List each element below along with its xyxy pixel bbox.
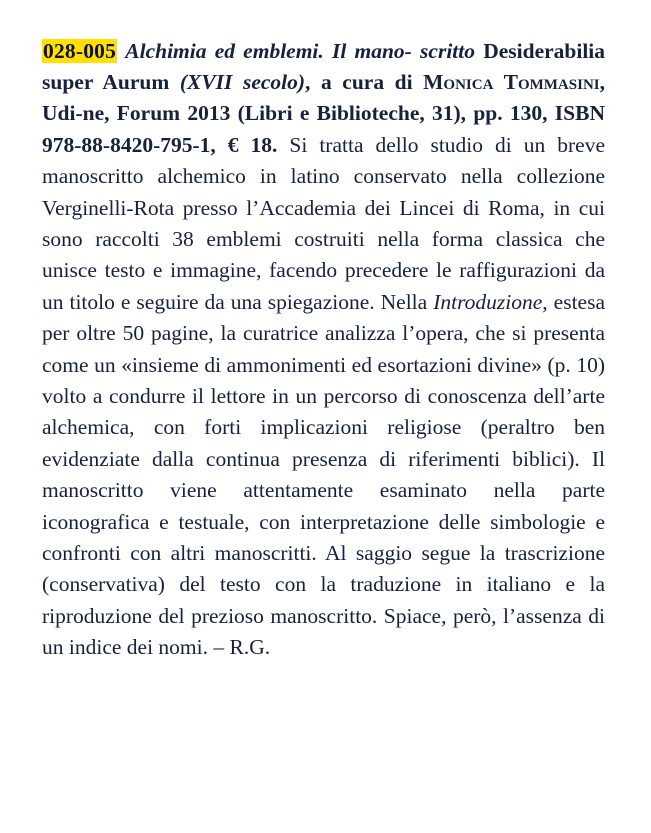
entry-title-italic-part3: (XVII [179, 69, 233, 94]
entry-body-part1: Si tratta dello studio di un breve manoscritto alchemico in latino conservato nella collezione Verginelli-Rota presso l’Accademia dei Lincei di Roma, in cui sono raccolti 38 emblemi costruiti nella forma classica che unisce testo e immagine, facendo precedere le raffigurazioni da un titolo e seguire da una spiegazione. Nella [42, 132, 605, 314]
entry-reference-number: 028-005 [43, 38, 117, 63]
entry-signature: R.G. [229, 635, 271, 660]
entry-editor-lead: , a cura di [305, 69, 424, 94]
spacer [232, 70, 243, 94]
entry-body-italic-term: Introduzione [433, 289, 543, 314]
entry-title-italic-part1: Alchimia ed emblemi. Il mano- [125, 38, 412, 63]
entry-body-part2: , estesa per oltre 50 pagine, la curatrice analizza l’opera, che si presenta come un «insieme di ammonimenti ed esortazioni divine» (p. 10) volto a condurre il lettore in un percorso di conoscenza dell’arte alchemica, con forti implicazioni religiose (peraltro ben evidenziate dalla continua presenza di riferimenti biblici). Il manoscritto viene attentamente esaminato nella parte iconografica e testuale, con interpretazione delle simbologie e confronti con altri manoscritti. Al saggio segue la trascrizione (conservativa) del testo con la traduzione in italiano e la riproduzione del prezioso manoscritto. Spiace, però, l’assenza di un indice dei nomi. – [42, 289, 605, 660]
spacer [412, 39, 420, 63]
entry-title-italic-part2: scritto [420, 38, 475, 63]
entry-imprint: , Udi-ne, Forum 2013 (Libri e Biblioteche, 31), pp. 130, ISBN 978-88-8420-795-1, € 18. [42, 69, 605, 157]
bibliography-entry [42, 36, 605, 664]
entry-title-italic-part4: secolo) [242, 69, 306, 94]
spacer [475, 39, 483, 63]
entry-title-roman: Desiderabilia super Aurum [42, 38, 606, 94]
spacer [169, 70, 180, 94]
entry-editor-name: Monica Tommasini [423, 69, 600, 94]
